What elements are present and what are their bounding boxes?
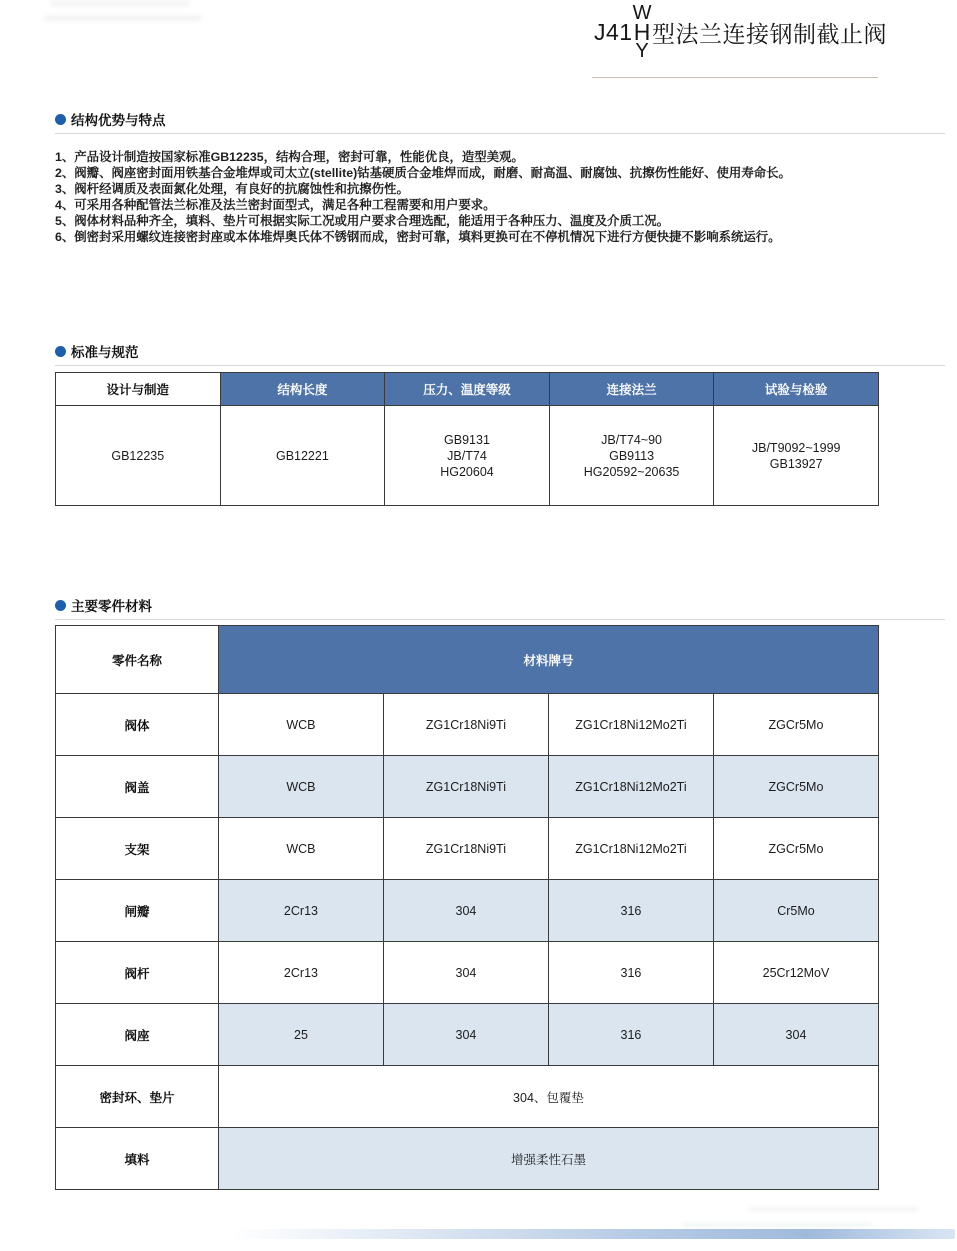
material-value-cell: 增强柔性石墨 [218, 1128, 878, 1190]
material-value-cell: WCB [218, 756, 383, 818]
part-name-cell: 填料 [56, 1128, 219, 1190]
materials-row [56, 942, 879, 1004]
part-name-header-cell: 零件名称 [56, 626, 219, 694]
part-name-cell: 阀盖 [56, 756, 219, 818]
materials-row [56, 880, 879, 942]
material-value-cell: ZG1Cr18Ni12Mo2Ti [548, 694, 713, 756]
material-value-cell: 304 [713, 1004, 878, 1066]
standards-table [55, 372, 879, 506]
bullet-dot-icon [55, 600, 66, 611]
feature-item: 5、阀体材料品种齐全，填料、垫片可根据实际工况或用户要求合理选配，能适用于各种压力、温度及介质工况。 [55, 213, 670, 228]
section-divider [55, 133, 945, 134]
material-value-cell: 2Cr13 [218, 880, 383, 942]
material-value-cell: 304、包覆垫 [218, 1066, 878, 1128]
materials-row [56, 1128, 879, 1190]
standards-header-cell: 设计与制造 [56, 373, 221, 406]
material-value-cell: ZG1Cr18Ni9Ti [383, 694, 548, 756]
materials-row [56, 1004, 879, 1066]
material-value-cell: 304 [383, 880, 548, 942]
section-heading-standards [55, 341, 139, 361]
material-value-cell: WCB [218, 818, 383, 880]
material-value-cell: ZG1Cr18Ni12Mo2Ti [548, 756, 713, 818]
section-divider [55, 619, 945, 620]
faded-artifact [748, 1207, 918, 1211]
title-variant-h: H [633, 19, 651, 45]
standards-header-cell: 压力、温度等级 [385, 373, 550, 406]
section-heading-label: 主要零件材料 [71, 599, 152, 614]
feature-item: 4、可采用各种配管法兰标准及法兰密封面型式，满足各种工程需要和用户要求。 [55, 197, 496, 212]
part-name-cell: 阀座 [56, 1004, 219, 1066]
section-heading-label: 标准与规范 [71, 345, 139, 360]
materials-row [56, 818, 879, 880]
materials-row [56, 1066, 879, 1128]
bullet-dot-icon [55, 346, 66, 357]
standards-header-cell: 连接法兰 [549, 373, 714, 406]
material-value-cell: 316 [548, 880, 713, 942]
standards-header-cell: 结构长度 [220, 373, 385, 406]
section-heading-materials [55, 595, 152, 615]
standards-value-row [56, 406, 879, 506]
feature-list [55, 150, 950, 245]
faded-artifact [44, 15, 202, 21]
materials-header-row [56, 626, 879, 694]
feature-item: 1、产品设计制造按国家标准GB12235，结构合理，密封可靠，性能优良，造型美观。 [55, 150, 524, 164]
materials-row [56, 694, 879, 756]
faded-artifact [682, 1222, 872, 1227]
material-value-cell: 316 [548, 1004, 713, 1066]
standards-value-cell: JB/T74~90 GB9113 HG20592~20635 [549, 406, 714, 506]
standards-value-cell: GB9131 JB/T74 HG20604 [385, 406, 550, 506]
material-value-cell: 25 [218, 1004, 383, 1066]
part-name-cell: 密封环、垫片 [56, 1066, 219, 1128]
material-value-cell: ZGCr5Mo [713, 818, 878, 880]
materials-row [56, 756, 879, 818]
title-text: 型法兰连接钢制截止阀 [651, 21, 887, 47]
standards-value-cell: JB/T9092~1999 GB13927 [714, 406, 879, 506]
title-variant-stack [633, 4, 652, 61]
material-value-cell: Cr5Mo [713, 880, 878, 942]
standards-header-row [56, 373, 879, 406]
bullet-dot-icon [55, 114, 66, 125]
standards-value-cell: GB12235 [56, 406, 221, 506]
part-name-cell: 阀杆 [56, 942, 219, 1004]
faded-artifact [50, 1, 190, 6]
material-value-cell: 304 [383, 1004, 548, 1066]
material-value-cell: 304 [383, 942, 548, 1004]
material-value-cell: 25Cr12MoV [713, 942, 878, 1004]
title-variant-y: Y [635, 40, 650, 62]
part-name-cell: 阀体 [56, 694, 219, 756]
title-underline [592, 77, 878, 78]
material-grade-header-cell: 材料牌号 [218, 626, 878, 694]
material-value-cell: ZGCr5Mo [713, 694, 878, 756]
material-value-cell: 2Cr13 [218, 942, 383, 1004]
material-value-cell: 316 [548, 942, 713, 1004]
section-heading-label: 结构优势与特点 [71, 113, 166, 128]
materials-table [55, 625, 879, 1190]
standards-value-cell: GB12221 [220, 406, 385, 506]
feature-item: 2、阀瓣、阀座密封面用铁基合金堆焊或司太立(stellite)钴基硬质合金堆焊而成，耐磨、耐高温、耐腐蚀、抗擦伤性能好、使用寿命长。 [55, 165, 791, 180]
part-name-cell: 支架 [56, 818, 219, 880]
material-value-cell: WCB [218, 694, 383, 756]
material-value-cell: ZG1Cr18Ni12Mo2Ti [548, 818, 713, 880]
title-model-prefix: J41 [594, 19, 633, 45]
standards-header-cell: 试验与检验 [714, 373, 879, 406]
feature-item: 3、阀杆经调质及表面氮化处理，有良好的抗腐蚀性和抗擦伤性。 [55, 181, 409, 196]
title-variant-w: W [632, 2, 652, 24]
part-name-cell: 闸瓣 [56, 880, 219, 942]
material-value-cell: ZGCr5Mo [713, 756, 878, 818]
material-value-cell: ZG1Cr18Ni9Ti [383, 756, 548, 818]
page-title [594, 4, 887, 61]
feature-item: 6、倒密封采用螺纹连接密封座或本体堆焊奥氏体不锈钢而成，密封可靠，填料更换可在不停机情况下进行方便快捷不影响系统运行。 [55, 229, 781, 244]
section-divider [55, 365, 945, 366]
bottom-gradient-bar [232, 1229, 955, 1239]
section-heading-features [55, 109, 166, 129]
material-value-cell: ZG1Cr18Ni9Ti [383, 818, 548, 880]
